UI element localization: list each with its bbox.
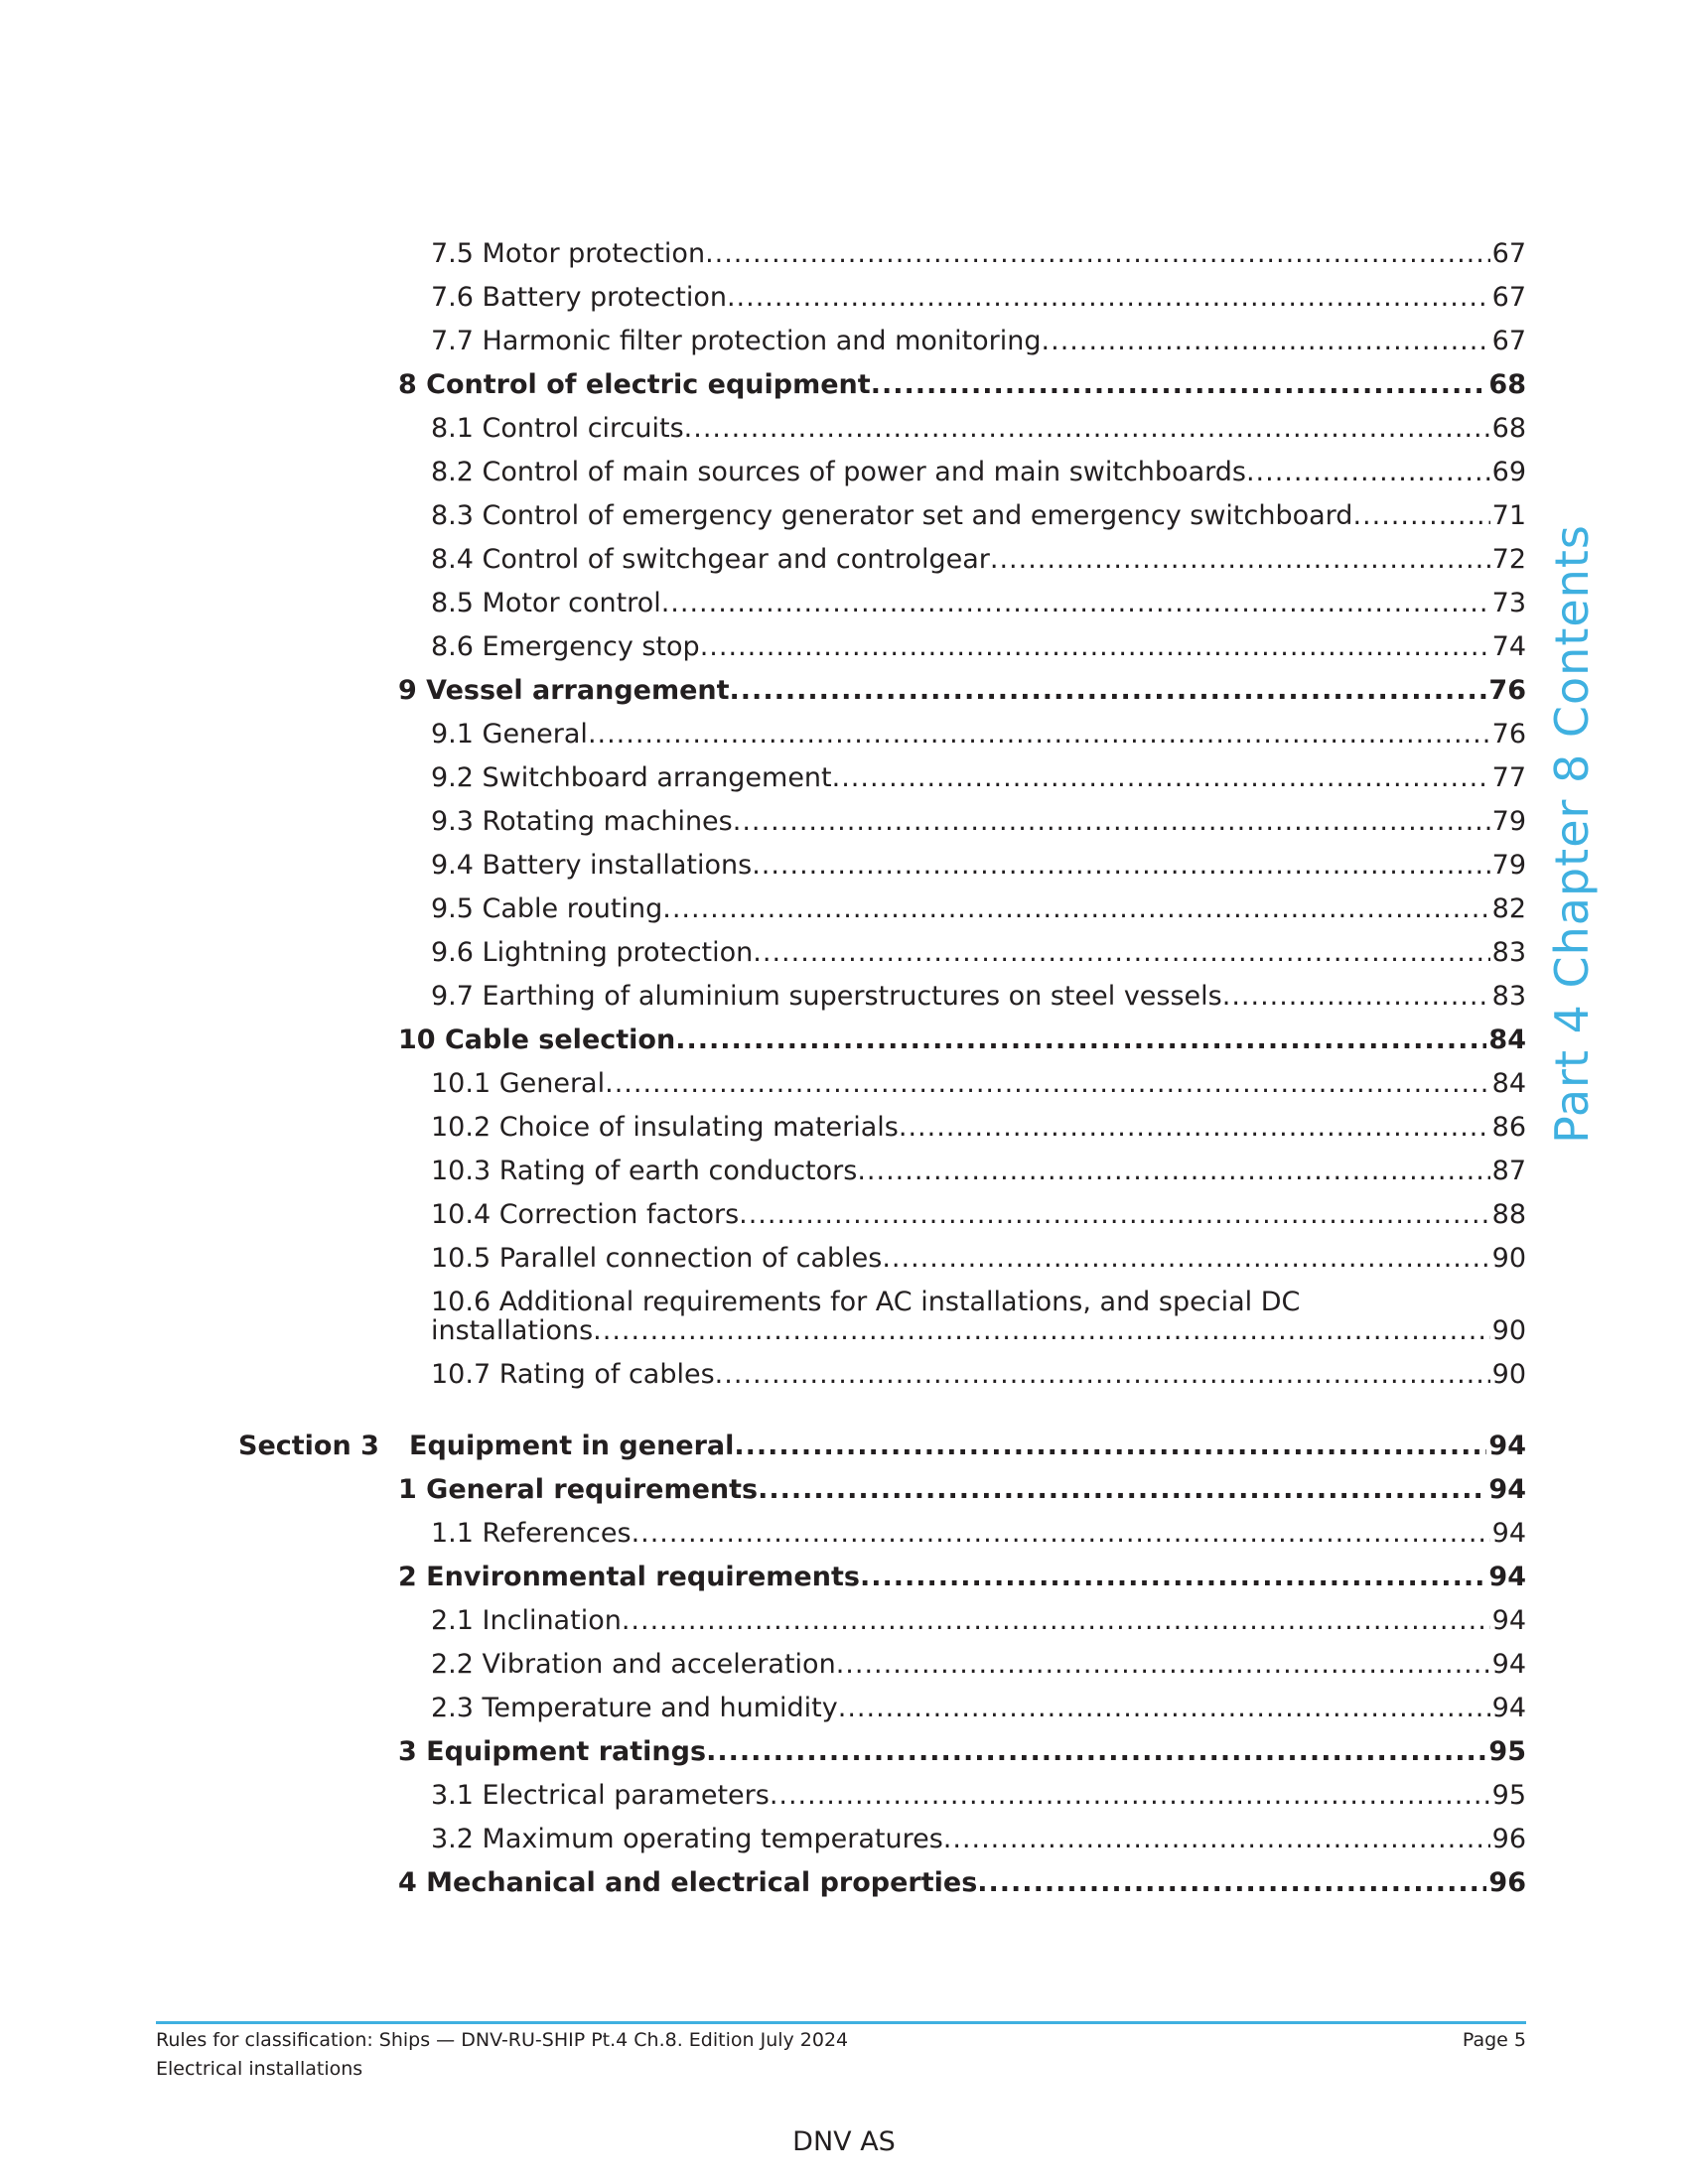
leader-dots bbox=[838, 1693, 1490, 1724]
toc-entry[interactable] bbox=[431, 1824, 1526, 1855]
toc-entry-label: installations bbox=[431, 1315, 594, 1346]
toc-entry[interactable] bbox=[431, 1199, 1526, 1231]
toc-entry-page: 83 bbox=[1491, 981, 1526, 1012]
toc-entry[interactable] bbox=[431, 1359, 1526, 1391]
leader-dots bbox=[860, 1562, 1486, 1593]
toc-entry-page: 82 bbox=[1491, 893, 1526, 924]
toc-entry[interactable] bbox=[431, 981, 1526, 1013]
footer-company: DNV AS bbox=[792, 2126, 896, 2157]
toc-entry-page: 94 bbox=[1491, 1605, 1526, 1636]
toc-heading-label: 3 Equipment ratings bbox=[398, 1736, 707, 1767]
toc-entry-page: 84 bbox=[1491, 1068, 1526, 1099]
toc-entry-page: 67 bbox=[1491, 282, 1526, 313]
toc-entry[interactable] bbox=[431, 588, 1526, 619]
toc-entry[interactable] bbox=[431, 1068, 1526, 1100]
toc-entry-label: 9.6 Lightning protection bbox=[431, 937, 754, 968]
toc-entry[interactable] bbox=[431, 1112, 1526, 1144]
leader-dots bbox=[943, 1824, 1490, 1855]
toc-section[interactable] bbox=[238, 1431, 1526, 1462]
toc-entry-label: 8.5 Motor control bbox=[431, 588, 661, 618]
toc-heading-label: 2 Environmental requirements bbox=[398, 1562, 860, 1592]
leader-dots bbox=[758, 1474, 1486, 1506]
toc-heading[interactable] bbox=[398, 1867, 1526, 1899]
footer-page-number: Page 5 bbox=[1462, 2029, 1526, 2051]
toc-entry-page: 79 bbox=[1491, 850, 1526, 881]
leader-dots bbox=[715, 1359, 1490, 1391]
toc-entry[interactable] bbox=[431, 500, 1526, 532]
toc-entry-page: 86 bbox=[1491, 1112, 1526, 1143]
toc-entry[interactable] bbox=[431, 1518, 1526, 1550]
toc-entry[interactable] bbox=[431, 326, 1526, 357]
toc-entry[interactable] bbox=[431, 719, 1526, 751]
leader-dots bbox=[684, 413, 1490, 445]
toc-heading-label: 1 General requirements bbox=[398, 1474, 759, 1505]
toc-entry-page: 67 bbox=[1491, 238, 1526, 269]
toc-entry-page: 90 bbox=[1491, 1243, 1526, 1274]
leader-dots bbox=[977, 1867, 1486, 1899]
toc-entry-label: 7.5 Motor protection bbox=[431, 238, 706, 269]
toc-entry-page: 94 bbox=[1491, 1649, 1526, 1680]
leader-dots bbox=[882, 1243, 1489, 1275]
toc-entry[interactable] bbox=[431, 806, 1526, 838]
leader-dots bbox=[871, 369, 1487, 401]
leader-dots bbox=[622, 1605, 1490, 1637]
toc-entry-page: 79 bbox=[1491, 806, 1526, 837]
leader-dots bbox=[727, 282, 1490, 314]
toc-heading[interactable] bbox=[398, 1024, 1526, 1056]
toc-heading[interactable] bbox=[398, 369, 1526, 401]
leader-dots bbox=[857, 1156, 1489, 1187]
toc-heading-page: 76 bbox=[1488, 675, 1526, 706]
toc-heading-label: 10 Cable selection bbox=[398, 1024, 676, 1055]
toc-heading[interactable] bbox=[398, 1474, 1526, 1506]
toc-entry-label: 9.5 Cable routing bbox=[431, 893, 663, 924]
toc-entry[interactable] bbox=[431, 1693, 1526, 1724]
leader-dots bbox=[832, 762, 1490, 794]
toc-entry-label: 9.1 General bbox=[431, 719, 588, 750]
toc-section-label: Equipment in general bbox=[409, 1431, 735, 1461]
toc-entry[interactable] bbox=[431, 1649, 1526, 1681]
toc-entry-label: 8.4 Control of switchgear and controlgear bbox=[431, 544, 990, 575]
toc-entry-label: 10.3 Rating of earth conductors bbox=[431, 1156, 858, 1186]
toc-entry-label: 3.2 Maximum operating temperatures bbox=[431, 1824, 943, 1854]
toc-entry-page: 94 bbox=[1491, 1518, 1526, 1549]
toc-entry-page: 73 bbox=[1491, 588, 1526, 618]
toc-section-page: 94 bbox=[1488, 1431, 1526, 1461]
leader-dots bbox=[990, 544, 1490, 576]
leader-dots bbox=[770, 1780, 1490, 1812]
toc-entry-label: 2.3 Temperature and humidity bbox=[431, 1693, 838, 1723]
toc-entry-page: 90 bbox=[1491, 1315, 1526, 1346]
toc-entry-label: 10.5 Parallel connection of cables bbox=[431, 1243, 883, 1274]
toc-entry[interactable] bbox=[431, 631, 1526, 663]
toc-entry[interactable] bbox=[431, 937, 1526, 969]
toc-entry-label: 8.6 Emergency stop bbox=[431, 631, 700, 662]
toc-heading-page: 94 bbox=[1488, 1562, 1526, 1592]
toc-entry-page: 88 bbox=[1491, 1199, 1526, 1230]
leader-dots bbox=[836, 1649, 1490, 1681]
leader-dots bbox=[1352, 500, 1489, 532]
toc-heading-label: 9 Vessel arrangement bbox=[398, 675, 730, 706]
toc-heading[interactable] bbox=[398, 1562, 1526, 1593]
toc-entry[interactable] bbox=[431, 457, 1526, 488]
toc-entry-page: 95 bbox=[1491, 1780, 1526, 1811]
leader-dots bbox=[1222, 981, 1490, 1013]
toc-entry-label: 2.1 Inclination bbox=[431, 1605, 622, 1636]
toc-entry-label: 10.7 Rating of cables bbox=[431, 1359, 715, 1390]
toc-entry-page: 90 bbox=[1491, 1359, 1526, 1390]
leader-dots bbox=[753, 937, 1489, 969]
toc-heading-page: 68 bbox=[1488, 369, 1526, 400]
leader-dots bbox=[734, 1431, 1486, 1462]
toc-heading-page: 94 bbox=[1488, 1474, 1526, 1505]
toc-entry-label: 9.4 Battery installations bbox=[431, 850, 753, 881]
toc-entry[interactable] bbox=[431, 762, 1526, 794]
toc-entry[interactable] bbox=[431, 1605, 1526, 1637]
leader-dots bbox=[1042, 326, 1490, 357]
toc-entry-page: 67 bbox=[1491, 326, 1526, 356]
toc-entry-label: 8.3 Control of emergency generator set and emergency switchboard bbox=[431, 500, 1353, 531]
toc-entry-label: 1.1 References bbox=[431, 1518, 632, 1549]
leader-dots bbox=[662, 893, 1489, 925]
toc-heading-label: 4 Mechanical and electrical properties bbox=[398, 1867, 978, 1898]
toc-entry-label: 2.2 Vibration and acceleration bbox=[431, 1649, 836, 1680]
toc-entry-label: 3.1 Electrical parameters bbox=[431, 1780, 770, 1811]
side-title: Part 4 Chapter 8 Contents bbox=[1545, 524, 1599, 1144]
toc-entry-page: 87 bbox=[1491, 1156, 1526, 1186]
toc-entry[interactable] bbox=[431, 1156, 1526, 1187]
toc-entry-label: 10.1 General bbox=[431, 1068, 606, 1099]
toc-heading-page: 84 bbox=[1488, 1024, 1526, 1055]
toc-entry[interactable] bbox=[431, 238, 1526, 270]
toc-entry-page: 74 bbox=[1491, 631, 1526, 662]
toc-entry-label: 7.6 Battery protection bbox=[431, 282, 727, 313]
toc-entry[interactable] bbox=[431, 1315, 1526, 1347]
toc-entry[interactable] bbox=[431, 544, 1526, 576]
leader-dots bbox=[588, 719, 1490, 751]
footer-divider bbox=[156, 2021, 1526, 2024]
toc-entry-label: 10.2 Choice of insulating materials bbox=[431, 1112, 899, 1143]
toc-entry-page: 72 bbox=[1491, 544, 1526, 575]
toc-entry-label: 9.7 Earthing of aluminium superstructures on steel vessels bbox=[431, 981, 1222, 1012]
toc-entry[interactable] bbox=[431, 893, 1526, 925]
toc-heading[interactable] bbox=[398, 675, 1526, 707]
footer-document-subtitle: Electrical installations bbox=[156, 2058, 363, 2080]
footer-document-title: Rules for classification: Ships — DNV-RU-SHIP Pt.4 Ch.8. Edition July 2024 bbox=[156, 2029, 849, 2051]
toc-entry-label: 8.1 Control circuits bbox=[431, 413, 684, 444]
toc-entry-page: 76 bbox=[1491, 719, 1526, 750]
leader-dots bbox=[899, 1112, 1490, 1144]
toc-entry-page: 94 bbox=[1491, 1693, 1526, 1723]
toc-heading[interactable] bbox=[398, 1736, 1526, 1768]
leader-dots bbox=[675, 1024, 1486, 1056]
toc-heading-page: 96 bbox=[1488, 1867, 1526, 1898]
leader-dots bbox=[593, 1315, 1489, 1347]
toc-entry[interactable] bbox=[431, 850, 1526, 882]
toc-heading-page: 95 bbox=[1488, 1736, 1526, 1767]
leader-dots bbox=[705, 238, 1490, 270]
toc-entry[interactable] bbox=[431, 1780, 1526, 1812]
toc-entry-label: 9.2 Switchboard arrangement bbox=[431, 762, 832, 793]
toc-entry-page: 71 bbox=[1491, 500, 1526, 531]
leader-dots bbox=[752, 850, 1489, 882]
toc-entry-page: 68 bbox=[1491, 413, 1526, 444]
leader-dots bbox=[733, 806, 1490, 838]
leader-dots bbox=[700, 631, 1490, 663]
toc-entry-page: 83 bbox=[1491, 937, 1526, 968]
toc-section-number: Section 3 bbox=[238, 1431, 379, 1461]
leader-dots bbox=[739, 1199, 1490, 1231]
toc-entry-page: 69 bbox=[1491, 457, 1526, 487]
toc-entry[interactable] bbox=[431, 282, 1526, 314]
toc-entry-label: 8.2 Control of main sources of power and main switchboards bbox=[431, 457, 1246, 487]
leader-dots bbox=[730, 675, 1487, 707]
toc-entry-label: 7.7 Harmonic filter protection and monitoring bbox=[431, 326, 1042, 356]
toc-heading-label: 8 Control of electric equipment bbox=[398, 369, 871, 400]
toc-entry-label: 9.3 Rotating machines bbox=[431, 806, 733, 837]
leader-dots bbox=[661, 588, 1490, 619]
toc-entry-page: 96 bbox=[1491, 1824, 1526, 1854]
leader-dots bbox=[706, 1736, 1486, 1768]
toc-entry-page: 77 bbox=[1491, 762, 1526, 793]
toc-entry[interactable] bbox=[431, 413, 1526, 445]
leader-dots bbox=[1246, 457, 1490, 488]
toc-entry[interactable] bbox=[431, 1243, 1526, 1275]
leader-dots bbox=[605, 1068, 1490, 1100]
toc-entry-label: 10.4 Correction factors bbox=[431, 1199, 740, 1230]
toc-entry-label-line1[interactable]: 10.6 Additional requirements for AC installations, and special DC bbox=[431, 1287, 1301, 1317]
leader-dots bbox=[632, 1518, 1490, 1550]
